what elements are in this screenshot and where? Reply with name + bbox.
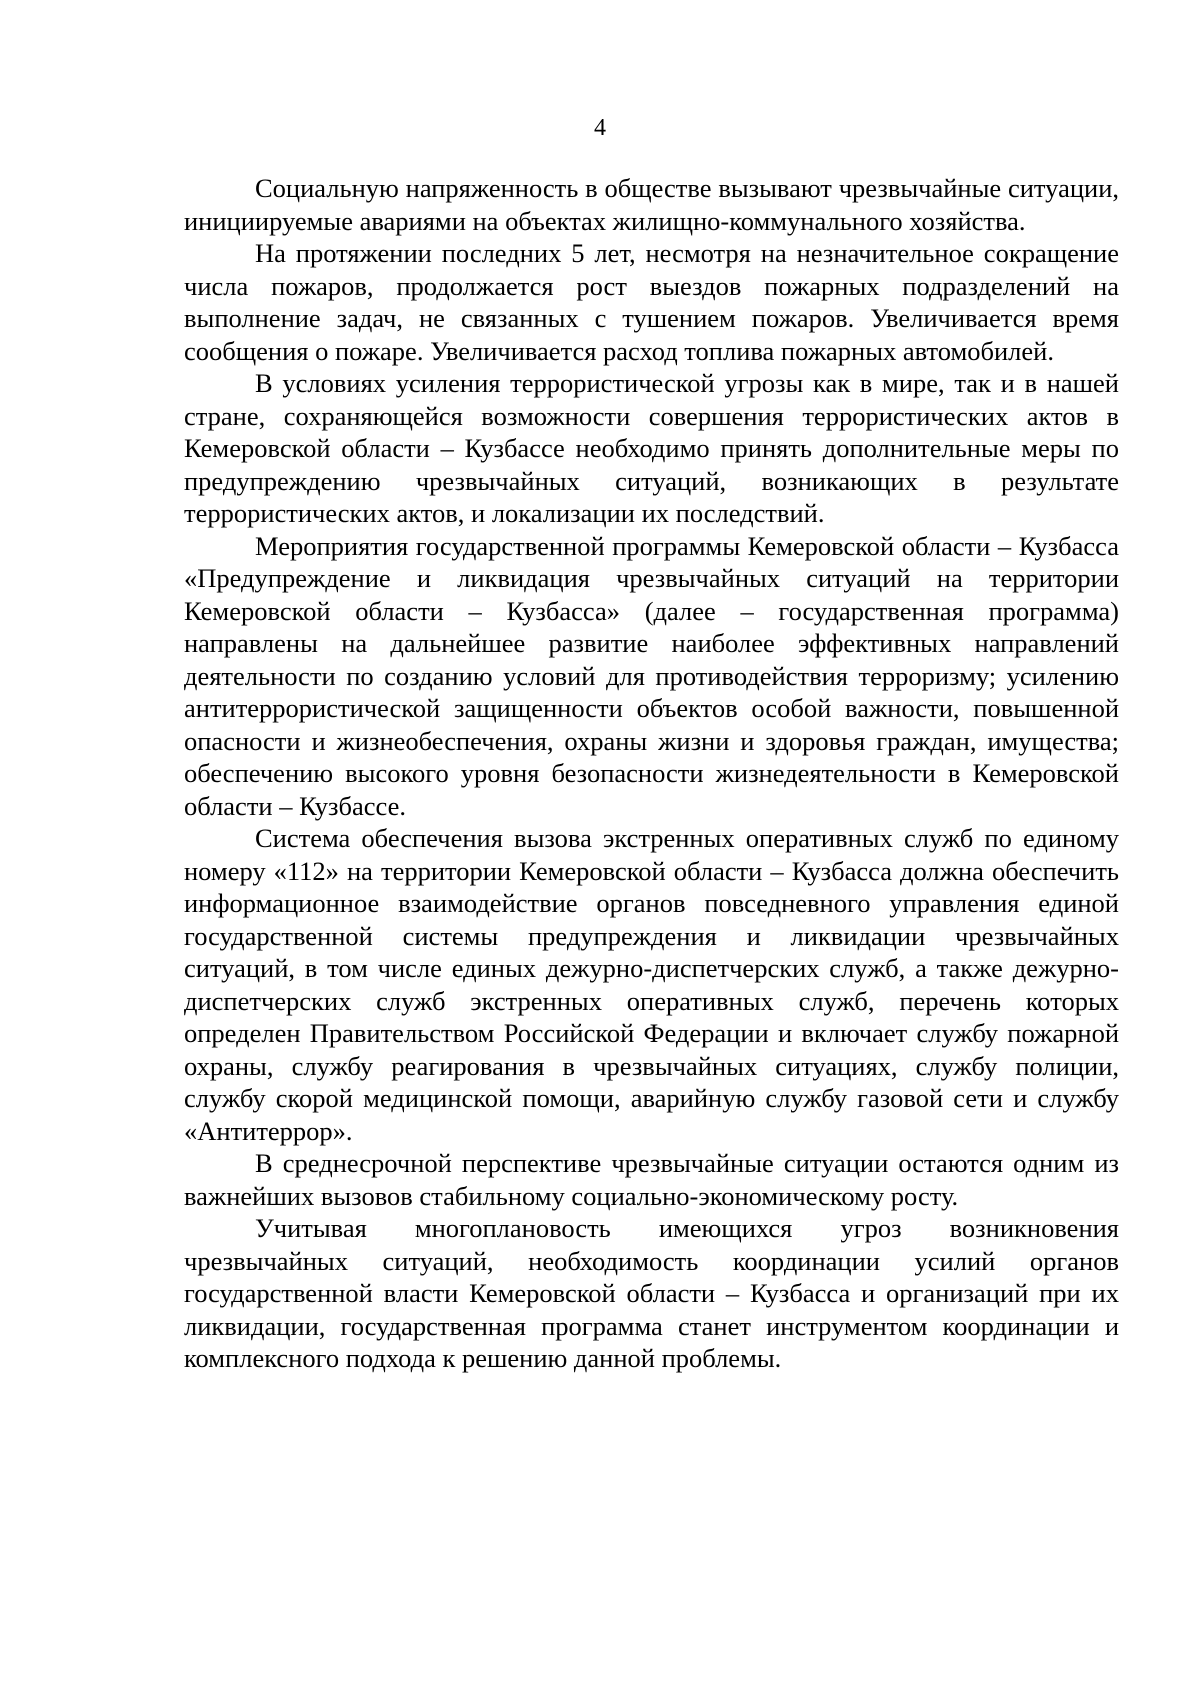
page-number: 4 — [594, 115, 606, 141]
paragraph-medium-term-outlook: В среднесрочной перспективе чрезвычайные ситуации остаются одним из важнейших вызовов стабильному социально-экономическому росту. — [184, 1148, 1119, 1211]
paragraph-program-measures: Мероприятия государственной программы Кемеровской области – Кузбасса «Предупреждение и ликвидация чрезвычайных ситуаций на территории Кемеровской области – Кузбасса» (далее – государственная программа) направлены на дальнейшее развитие наиболее эффективных направлений деятельности по созданию условий для противодействия терроризму; усилению антитеррористической защищенности объектов особой важности, повышенной опасности и жизнеобеспечения, охраны жизни и здоровья граждан, имущества; обеспечению высокого уровня безопасности жизнедеятельности в Кемеровской области – Кузбассе. — [184, 530, 1119, 821]
paragraph-terrorist-threat: В условиях усиления террористической угрозы как в мире, так и в нашей стране, сохраняющейся возможности совершения террористических актов в Кемеровской области – Кузбассе необходимо принять дополнительные меры по предупреждению чрезвычайных ситуаций, возникающих в результате террористических актов, и локализации их последствий. — [184, 368, 1119, 528]
document-body — [184, 172, 1119, 1375]
paragraph-system-112: Система обеспечения вызова экстренных оперативных служб по единому номеру «112» на территории Кемеровской области – Кузбасса должна обеспечить информационное взаимодействие органов повседневного управления единой государственной системы предупреждения и ликвидации чрезвычайных ситуаций, в том числе единых дежурно-диспетчерских служб, а также дежурно-диспетчерских служб экстренных оперативных служб, перечень которых определен Правительством Российской Федерации и включает службу пожарной охраны, службу реагирования в чрезвычайных ситуациях, службу полиции, службу скорой медицинской помощи, аварийную службу газовой сети и службу «Антитеррор». — [184, 823, 1119, 1146]
paragraph-coordination: Учитывая многоплановость имеющихся угроз возникновения чрезвычайных ситуаций, необходимость координации усилий органов государственной власти Кемеровской области – Кузбасса и организаций при их ликвидации, государственная программа станет инструментом координации и комплексного подхода к решению данной проблемы. — [184, 1213, 1119, 1373]
paragraph-social-tension: Социальную напряженность в обществе вызывают чрезвычайные ситуации, инициируемые авариями на объектах жилищно-коммунального хозяйства. — [184, 173, 1119, 236]
paragraph-fire-statistics: На протяжении последних 5 лет, несмотря на незначительное сокращение числа пожаров, продолжается рост выездов пожарных подразделений на выполнение задач, не связанных с тушением пожаров. Увеличивается время сообщения о пожаре. Увеличивается расход топлива пожарных автомобилей. — [184, 238, 1119, 366]
